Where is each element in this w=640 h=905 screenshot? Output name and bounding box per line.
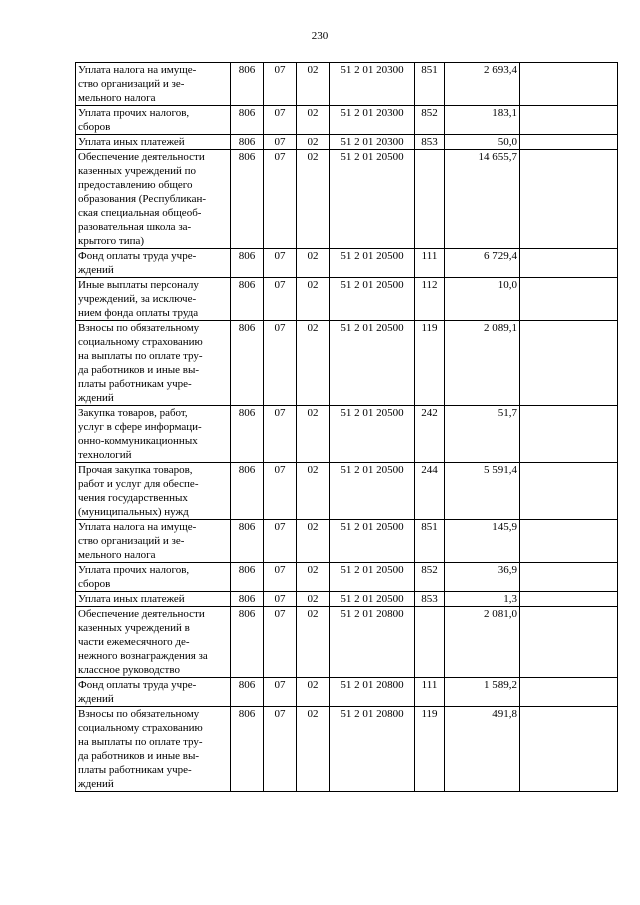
table-row xyxy=(76,592,618,607)
item-name-cell xyxy=(76,707,231,792)
table-row xyxy=(76,63,618,106)
item-name-line: социальному страхованию xyxy=(78,336,203,348)
item-name-line: мельного налога xyxy=(78,92,156,104)
subsection-code-cell: 02 xyxy=(297,592,330,607)
expense-kind-cell xyxy=(415,607,445,678)
item-name-line: Взносы по обязательному xyxy=(78,322,200,334)
ministry-code-cell: 806 xyxy=(231,135,264,150)
item-name-cell xyxy=(76,249,231,278)
budget-table xyxy=(75,62,618,792)
subsection-code-cell: 02 xyxy=(297,150,330,249)
expense-kind-cell xyxy=(415,150,445,249)
extra-amount-cell xyxy=(520,63,618,106)
item-name-line: на выплаты по оплате тру- xyxy=(78,736,203,748)
item-name-line: на выплаты по оплате тру- xyxy=(78,350,203,362)
table-row xyxy=(76,563,618,592)
amount-cell: 2 081,0 xyxy=(445,607,520,678)
amount-cell: 50,0 xyxy=(445,135,520,150)
item-name-line: технологий xyxy=(78,449,132,461)
item-name-line: ждений xyxy=(78,778,114,790)
item-name-cell xyxy=(76,321,231,406)
extra-amount-cell xyxy=(520,563,618,592)
ministry-code-cell: 806 xyxy=(231,63,264,106)
expense-kind-cell: 111 xyxy=(415,249,445,278)
section-code-cell: 07 xyxy=(264,278,297,321)
table-row xyxy=(76,707,618,792)
ministry-code-cell: 806 xyxy=(231,563,264,592)
page-number: 230 xyxy=(311,30,329,42)
target-article-cell: 51 2 01 20300 xyxy=(330,135,415,150)
extra-amount-cell xyxy=(520,278,618,321)
expense-kind-cell: 852 xyxy=(415,106,445,135)
subsection-code-cell: 02 xyxy=(297,278,330,321)
amount-cell: 51,7 xyxy=(445,406,520,463)
expense-kind-cell: 119 xyxy=(415,707,445,792)
amount-cell: 10,0 xyxy=(445,278,520,321)
item-name-cell xyxy=(76,406,231,463)
section-code-cell: 07 xyxy=(264,63,297,106)
subsection-code-cell: 02 xyxy=(297,607,330,678)
table-row xyxy=(76,150,618,249)
ministry-code-cell: 806 xyxy=(231,106,264,135)
item-name-line: ство организаций и зе- xyxy=(78,78,185,90)
item-name-cell xyxy=(76,678,231,707)
amount-cell: 491,8 xyxy=(445,707,520,792)
item-name-line: ждений xyxy=(78,693,114,705)
amount-cell: 145,9 xyxy=(445,520,520,563)
item-name-line: платы работникам учре- xyxy=(78,764,192,776)
item-name-line: сборов xyxy=(78,121,111,133)
section-code-cell: 07 xyxy=(264,520,297,563)
item-name-line: образования (Республикан- xyxy=(78,193,206,205)
item-name-line: Уплата прочих налогов, xyxy=(78,564,190,576)
section-code-cell: 07 xyxy=(264,463,297,520)
target-article-cell: 51 2 01 20500 xyxy=(330,592,415,607)
ministry-code-cell: 806 xyxy=(231,520,264,563)
item-name-line: ждений xyxy=(78,392,114,404)
item-name-line: крытого типа) xyxy=(78,235,145,247)
item-name-cell xyxy=(76,520,231,563)
section-code-cell: 07 xyxy=(264,563,297,592)
item-name-line: Обеспечение деятельности xyxy=(78,608,205,620)
item-name-cell xyxy=(76,607,231,678)
item-name-cell xyxy=(76,563,231,592)
item-name-line: классное руководство xyxy=(78,664,180,676)
item-name-line: разовательная школа за- xyxy=(78,221,192,233)
table-row xyxy=(76,607,618,678)
item-name-line: Уплата иных платежей xyxy=(78,136,185,148)
item-name-cell xyxy=(76,106,231,135)
extra-amount-cell xyxy=(520,106,618,135)
item-name-line: онно-коммуникационных xyxy=(78,435,198,447)
amount-cell: 1,3 xyxy=(445,592,520,607)
subsection-code-cell: 02 xyxy=(297,106,330,135)
section-code-cell: 07 xyxy=(264,678,297,707)
item-name-cell xyxy=(76,150,231,249)
target-article-cell: 51 2 01 20500 xyxy=(330,150,415,249)
item-name-line: казенных учреждений в xyxy=(78,622,190,634)
table-row xyxy=(76,106,618,135)
item-name-line: платы работникам учре- xyxy=(78,378,192,390)
extra-amount-cell xyxy=(520,249,618,278)
table-row xyxy=(76,463,618,520)
item-name-cell xyxy=(76,463,231,520)
subsection-code-cell: 02 xyxy=(297,563,330,592)
section-code-cell: 07 xyxy=(264,607,297,678)
target-article-cell: 51 2 01 20300 xyxy=(330,106,415,135)
item-name-line: Взносы по обязательному xyxy=(78,708,200,720)
table-row xyxy=(76,249,618,278)
extra-amount-cell xyxy=(520,150,618,249)
section-code-cell: 07 xyxy=(264,135,297,150)
ministry-code-cell: 806 xyxy=(231,678,264,707)
extra-amount-cell xyxy=(520,135,618,150)
item-name-line: работ и услуг для обеспе- xyxy=(78,478,199,490)
expense-kind-cell: 119 xyxy=(415,321,445,406)
item-name-line: Уплата прочих налогов, xyxy=(78,107,190,119)
amount-cell: 1 589,2 xyxy=(445,678,520,707)
item-name-line: (муниципальных) нужд xyxy=(78,506,189,518)
item-name-cell xyxy=(76,592,231,607)
table-row xyxy=(76,321,618,406)
item-name-line: ждений xyxy=(78,264,114,276)
item-name-line: чения государственных xyxy=(78,492,188,504)
item-name-line: Обеспечение деятельности xyxy=(78,151,205,163)
item-name-line: Фонд оплаты труда учре- xyxy=(78,679,197,691)
subsection-code-cell: 02 xyxy=(297,321,330,406)
target-article-cell: 51 2 01 20300 xyxy=(330,63,415,106)
item-name-line: Закупка товаров, работ, xyxy=(78,407,188,419)
extra-amount-cell xyxy=(520,607,618,678)
ministry-code-cell: 806 xyxy=(231,249,264,278)
section-code-cell: 07 xyxy=(264,707,297,792)
expense-kind-cell: 112 xyxy=(415,278,445,321)
item-name-line: Уплата иных платежей xyxy=(78,593,185,605)
extra-amount-cell xyxy=(520,406,618,463)
expense-kind-cell: 851 xyxy=(415,520,445,563)
expense-kind-cell: 111 xyxy=(415,678,445,707)
target-article-cell: 51 2 01 20500 xyxy=(330,321,415,406)
item-name-line: мельного налога xyxy=(78,549,156,561)
item-name-line: части ежемесячного де- xyxy=(78,636,190,648)
amount-cell: 6 729,4 xyxy=(445,249,520,278)
subsection-code-cell: 02 xyxy=(297,707,330,792)
target-article-cell: 51 2 01 20500 xyxy=(330,463,415,520)
expense-kind-cell: 853 xyxy=(415,592,445,607)
section-code-cell: 07 xyxy=(264,406,297,463)
subsection-code-cell: 02 xyxy=(297,406,330,463)
item-name-line: казенных учреждений по xyxy=(78,165,196,177)
target-article-cell: 51 2 01 20800 xyxy=(330,678,415,707)
item-name-line: сборов xyxy=(78,578,111,590)
target-article-cell: 51 2 01 20500 xyxy=(330,563,415,592)
item-name-cell xyxy=(76,278,231,321)
extra-amount-cell xyxy=(520,592,618,607)
item-name-line: ская специальная общеоб- xyxy=(78,207,202,219)
item-name-line: социальному страхованию xyxy=(78,722,203,734)
target-article-cell: 51 2 01 20500 xyxy=(330,406,415,463)
ministry-code-cell: 806 xyxy=(231,707,264,792)
item-name-cell xyxy=(76,135,231,150)
subsection-code-cell: 02 xyxy=(297,678,330,707)
expense-kind-cell: 852 xyxy=(415,563,445,592)
item-name-line: учреждений, за исключе- xyxy=(78,293,197,305)
item-name-line: да работников и иные вы- xyxy=(78,364,200,376)
amount-cell: 14 655,7 xyxy=(445,150,520,249)
item-name-line: Иные выплаты персоналу xyxy=(78,279,199,291)
amount-cell: 36,9 xyxy=(445,563,520,592)
table-row xyxy=(76,406,618,463)
section-code-cell: 07 xyxy=(264,106,297,135)
item-name-line: услуг в сфере информаци- xyxy=(78,421,202,433)
extra-amount-cell xyxy=(520,707,618,792)
extra-amount-cell xyxy=(520,463,618,520)
subsection-code-cell: 02 xyxy=(297,520,330,563)
ministry-code-cell: 806 xyxy=(231,278,264,321)
ministry-code-cell: 806 xyxy=(231,150,264,249)
item-name-line: Прочая закупка товаров, xyxy=(78,464,193,476)
section-code-cell: 07 xyxy=(264,249,297,278)
item-name-line: нием фонда оплаты труда xyxy=(78,307,199,319)
table-row xyxy=(76,678,618,707)
target-article-cell: 51 2 01 20500 xyxy=(330,278,415,321)
extra-amount-cell xyxy=(520,321,618,406)
ministry-code-cell: 806 xyxy=(231,406,264,463)
table-row xyxy=(76,135,618,150)
subsection-code-cell: 02 xyxy=(297,63,330,106)
expense-kind-cell: 244 xyxy=(415,463,445,520)
target-article-cell: 51 2 01 20800 xyxy=(330,607,415,678)
item-name-line: ство организаций и зе- xyxy=(78,535,185,547)
section-code-cell: 07 xyxy=(264,321,297,406)
item-name-line: да работников и иные вы- xyxy=(78,750,200,762)
item-name-line: Уплата налога на имуще- xyxy=(78,64,197,76)
extra-amount-cell xyxy=(520,678,618,707)
section-code-cell: 07 xyxy=(264,592,297,607)
table-row xyxy=(76,520,618,563)
subsection-code-cell: 02 xyxy=(297,135,330,150)
expense-kind-cell: 242 xyxy=(415,406,445,463)
section-code-cell: 07 xyxy=(264,150,297,249)
item-name-line: Уплата налога на имуще- xyxy=(78,521,197,533)
subsection-code-cell: 02 xyxy=(297,249,330,278)
table-row xyxy=(76,278,618,321)
amount-cell: 2 089,1 xyxy=(445,321,520,406)
item-name-cell xyxy=(76,63,231,106)
expense-kind-cell: 853 xyxy=(415,135,445,150)
expense-kind-cell: 851 xyxy=(415,63,445,106)
ministry-code-cell: 806 xyxy=(231,592,264,607)
amount-cell: 2 693,4 xyxy=(445,63,520,106)
target-article-cell: 51 2 01 20500 xyxy=(330,249,415,278)
item-name-line: предоставлению общего xyxy=(78,179,193,191)
target-article-cell: 51 2 01 20800 xyxy=(330,707,415,792)
extra-amount-cell xyxy=(520,520,618,563)
item-name-line: Фонд оплаты труда учре- xyxy=(78,250,197,262)
amount-cell: 183,1 xyxy=(445,106,520,135)
item-name-line: нежного вознаграждения за xyxy=(78,650,208,662)
amount-cell: 5 591,4 xyxy=(445,463,520,520)
subsection-code-cell: 02 xyxy=(297,463,330,520)
target-article-cell: 51 2 01 20500 xyxy=(330,520,415,563)
ministry-code-cell: 806 xyxy=(231,607,264,678)
ministry-code-cell: 806 xyxy=(231,321,264,406)
ministry-code-cell: 806 xyxy=(231,463,264,520)
